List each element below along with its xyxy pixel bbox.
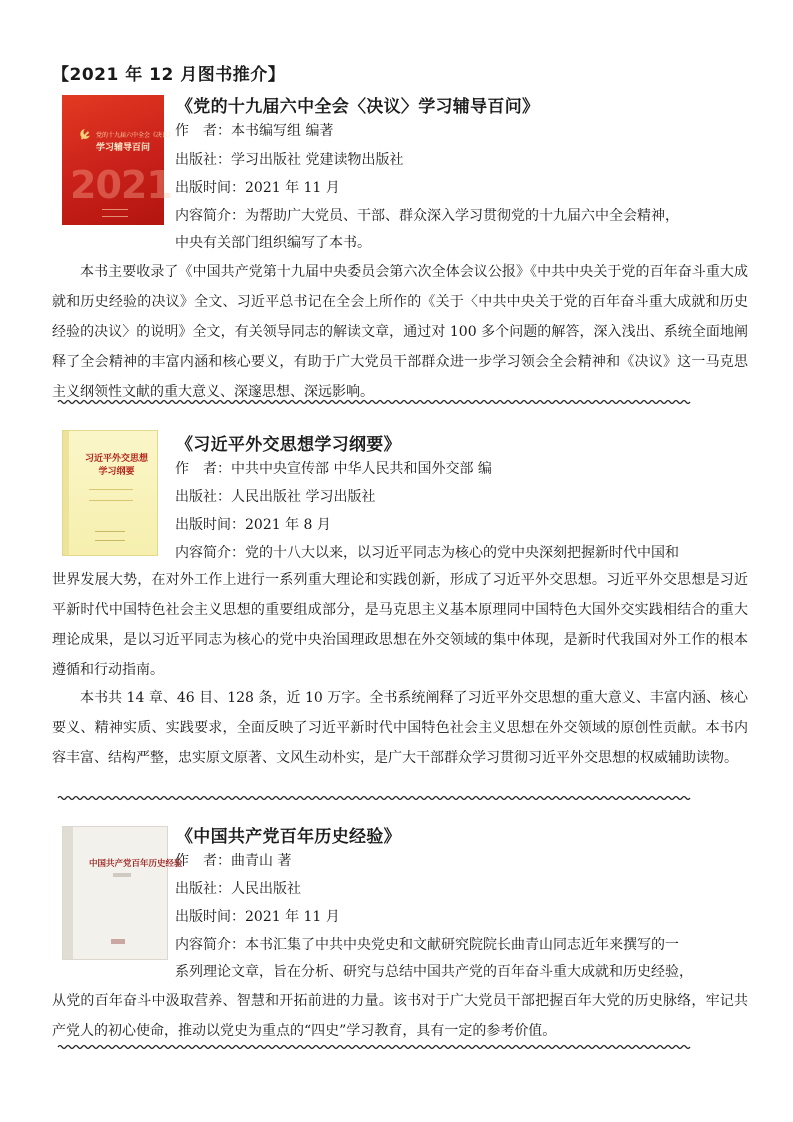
- publisher-value: 人民出版社 学习出版社: [231, 489, 376, 505]
- book-title: 《中国共产党百年历史经验》: [176, 827, 401, 847]
- cover-year: 2021: [70, 163, 172, 207]
- intro-label: 内容简介：: [175, 545, 245, 561]
- publisher-label: 出版社：: [175, 489, 231, 505]
- book-description: 本书共 14 章、46 目、128 条，近 10 万字。全书系统阐释了习近平外交思想的重大意义、丰富内涵、核心要义、精神实质、实践要求，全面反映了习近平新时代中国特色社会主义思想在外交领域的原创性贡献。本书内容丰富、结构严整，忠实原文原著、文风生动朴实，是广大干部群众学习贯彻习近平外交思想的权威辅助读物。: [52, 690, 748, 766]
- cover-title: 学习辅导百问: [96, 143, 151, 153]
- book-date-line: [175, 904, 340, 930]
- date-value: 2021 年 11 月: [245, 909, 340, 925]
- author-label: 作 者：: [175, 123, 231, 139]
- book-author-line: [175, 118, 333, 144]
- book-publisher-line: [175, 484, 375, 510]
- cover-title: 中国共产党百年历史经验: [89, 859, 183, 869]
- book-date-line: [175, 512, 331, 538]
- wavy-divider: [58, 1043, 688, 1051]
- cover-author-mark: [113, 873, 131, 877]
- intro-continuation: 系列理论文章，旨在分析、研究与总结中国共产党的百年奋斗重大成就和历史经验，: [175, 964, 693, 980]
- book-author-line: [175, 848, 291, 874]
- book-title: 《习近平外交思想学习纲要》: [176, 435, 401, 455]
- book-cover-image: [62, 430, 158, 556]
- cover-title: [85, 453, 148, 479]
- wavy-divider: [58, 794, 688, 802]
- book-cover-image: [62, 95, 175, 225]
- book-intro-line: [175, 203, 679, 229]
- book-intro-line: [175, 540, 679, 566]
- date-label: 出版时间：: [175, 517, 245, 533]
- intro-label: 内容简介：: [175, 937, 245, 953]
- book-publisher-line: [175, 147, 403, 173]
- page-heading: 【2021 年 12 月图书推介】: [52, 65, 286, 85]
- party-emblem-icon: [78, 127, 92, 141]
- cover-subtitle-mark: [89, 489, 133, 501]
- cover-publisher-mark: [95, 531, 125, 541]
- cover-title-line: 习近平外交思想: [85, 454, 149, 464]
- author-value: 本书编写组 编著: [231, 123, 334, 139]
- book-date-line: [175, 175, 340, 201]
- book-intro-line: [175, 932, 679, 958]
- intro-continuation: 中央有关部门组织编写了本书。: [175, 235, 371, 251]
- author-value: 曲青山 著: [231, 853, 292, 869]
- book-title: 《党的十九届六中全会〈决议〉学习辅导百问》: [176, 97, 540, 117]
- intro-first-line: 党的十八大以来，以习近平同志为核心的党中央深刻把握新时代中国和: [245, 545, 679, 561]
- date-value: 2021 年 8 月: [245, 517, 331, 533]
- cover-publisher-mark: [102, 209, 128, 217]
- book-description: 从党的百年奋斗中汲取营养、智慧和开拓前进的力量。该书对于广大党员干部把握百年大党的历史脉络，牢记共产党人的初心使命，推动以党史为重点的“四史”学习教育，具有一定的参考价值。: [52, 993, 748, 1039]
- book-cover-image: [62, 826, 183, 960]
- publisher-label: 出版社：: [175, 152, 231, 168]
- author-label: 作 者：: [175, 853, 231, 869]
- author-value: 中共中央宣传部 中华人民共和国外交部 编: [231, 461, 492, 477]
- author-label: 作 者：: [175, 461, 231, 477]
- date-label: 出版时间：: [175, 180, 245, 196]
- intro-label: 内容简介：: [175, 208, 245, 224]
- book-description: 本书主要收录了《中国共产党第十九届中央委员会第六次全体会议公报》《中共中央关于党的百年奋斗重大成就和历史经验的决议》全文、习近平总书记在全会上所作的《关于〈中共中央关于党的百年奋斗重大成就和历史经验的决议〉的说明》全文，有关领导同志的解读文章，通过对 100 多个问题的解答，深入浅出、系统全面地阐释了全会精神的丰富内涵和核心要义，有助于广大党员干部群众进一步学习领会全会精神和《决议》这一马克思主义纲领性文献的重大意义、深邃思想、深远影响。: [52, 264, 748, 400]
- date-value: 2021 年 11 月: [245, 180, 340, 196]
- intro-first-line: 本书汇集了中共中央党史和文献研究院院长曲青山同志近年来撰写的一: [245, 937, 679, 953]
- cover-title-line: 学习纲要: [98, 467, 135, 477]
- cover-publisher-mark: [111, 939, 125, 944]
- date-label: 出版时间：: [175, 909, 245, 925]
- cover-subtitle: 党的十九届六中全会《决议》: [96, 132, 175, 139]
- publisher-value: 人民出版社: [231, 881, 301, 897]
- book-author-line: [175, 456, 492, 482]
- publisher-label: 出版社：: [175, 881, 231, 897]
- cover-spine: [63, 431, 69, 555]
- book-publisher-line: [175, 876, 301, 902]
- intro-continuation: 世界发展大势，在对外工作上进行一系列重大理论和实践创新，形成了习近平外交思想。习近平外交思想是习近平新时代中国特色社会主义思想的重要组成部分，是马克思主义基本原理同中国特色大国外交实践相结合的重大理论成果，是以习近平同志为核心的党中央治国理政思想在外交领域的集中体现，是新时代我国对外工作的根本遵循和行动指南。: [52, 572, 748, 678]
- publisher-value: 学习出版社 党建读物出版社: [231, 152, 404, 168]
- cover-spine: [63, 827, 73, 959]
- intro-first-line: 为帮助广大党员、干部、群众深入学习贯彻党的十九届六中全会精神，: [245, 208, 679, 224]
- wavy-divider: [58, 398, 688, 406]
